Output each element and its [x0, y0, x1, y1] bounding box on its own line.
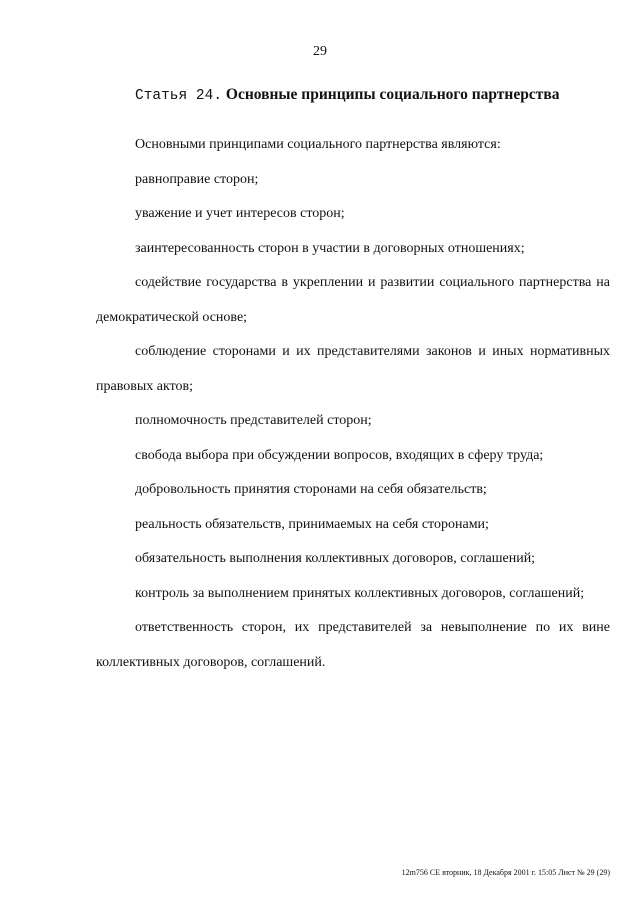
article-label: Статья 24. — [135, 88, 223, 104]
principle-item: полномочность представителей сторон; — [135, 413, 372, 428]
principle-item: равноправие сторон; — [135, 171, 259, 187]
article-heading: Основные принципы социального партнерства — [225, 86, 560, 103]
principle-item: добровольность принятия сторонами на себя обязательств; — [135, 482, 487, 497]
principle-item: заинтересованность сторон в участии в договорных отношениях; — [135, 240, 525, 256]
page-number: 29 — [313, 44, 327, 59]
principle-item: содействие государства в укреплении и развитии социального партнерства на демократической основе; — [96, 275, 610, 325]
principle-item: свобода выбора при обсуждении вопросов, входящих в сферу труда; — [135, 447, 544, 463]
document-footer: 12m756 CE вторник, 18 Декабря 2001 г. 15:05 Лист № 29 (29) — [401, 868, 610, 877]
article-body — [96, 128, 610, 680]
principle-item: обязательность выполнения коллективных договоров, соглашений; — [135, 551, 536, 566]
paragraph-intro: Основными принципами социального партнерства являются: — [135, 137, 501, 152]
principle-item: ответственность сторон, их представителей за невыполнение по их вине коллективных договоров, соглашений. — [96, 620, 610, 670]
principle-item: реальность обязательств, принимаемых на себя сторонами; — [135, 516, 489, 532]
principle-item: уважение и учет интересов сторон; — [135, 206, 345, 221]
principle-item: контроль за выполнением принятых коллективных договоров, соглашений; — [135, 585, 585, 601]
article-title — [135, 86, 559, 104]
principle-item: соблюдение сторонами и их представителями законов и иных нормативных правовых актов; — [96, 344, 610, 394]
